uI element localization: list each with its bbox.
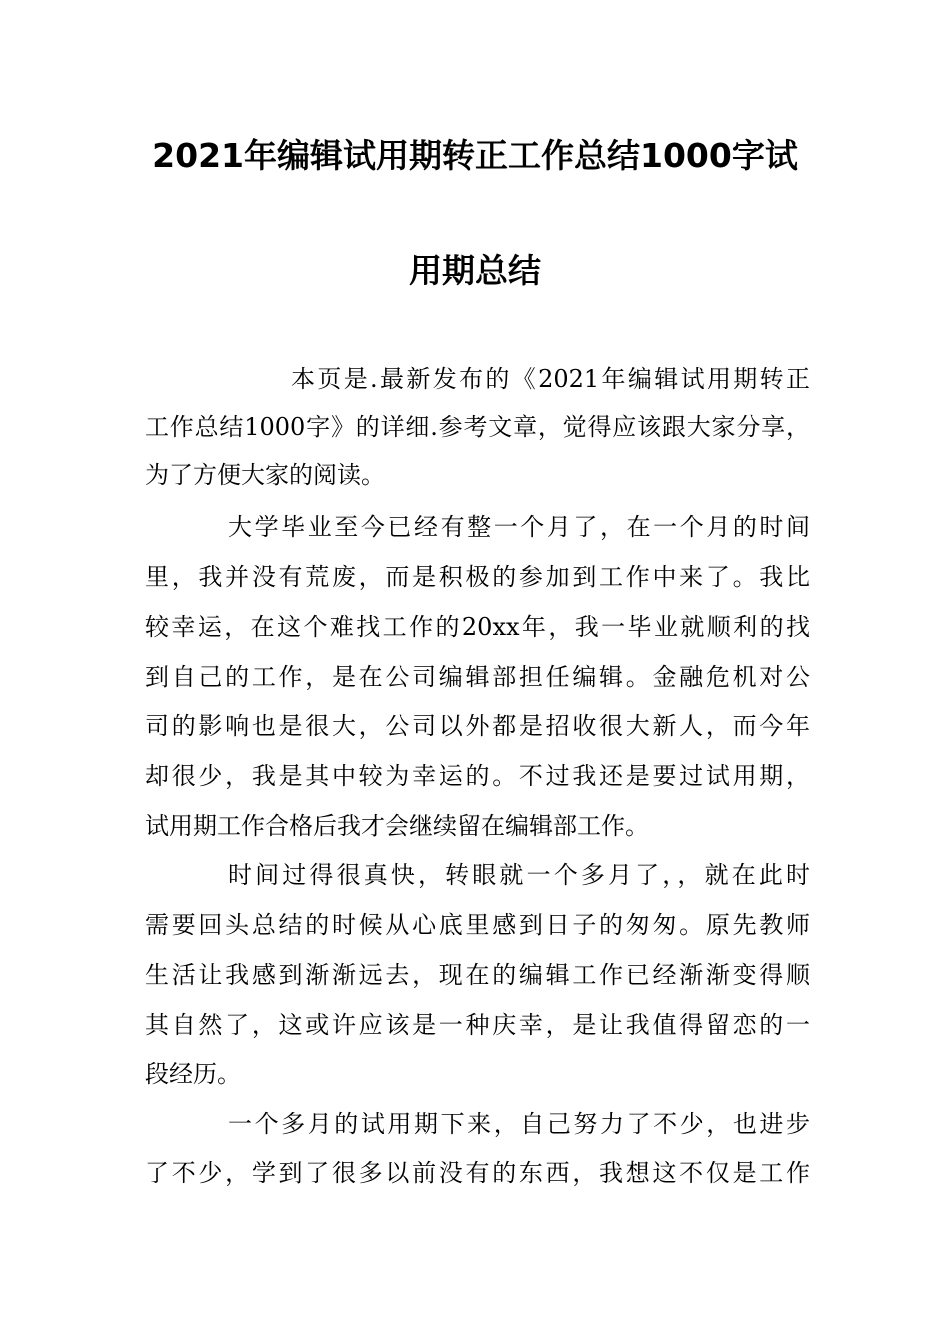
paragraph-line: 里，我并没有荒废，而是积极的参加到工作中来了。我比: [145, 563, 810, 591]
paragraph-line: 工作总结1000字》的详细.参考文章，觉得应该跟大家分享，: [145, 413, 810, 441]
paragraph-line: 试用期工作合格后我才会继续留在编辑部工作。: [145, 812, 649, 840]
paragraph-line: 大学毕业至今已经有整一个月了，在一个月的时间: [228, 513, 810, 541]
document-title-line-1: 2021年编辑试用期转正工作总结1000字试: [152, 136, 798, 175]
paragraph-line: 为了方便大家的阅读。: [145, 461, 385, 489]
paragraph-line: 了不少，学到了很多以前没有的东西，我想这不仅是工作: [145, 1159, 810, 1187]
paragraph-line: 其自然了，这或许应该是一种庆幸，是让我值得留恋的一: [145, 1011, 810, 1039]
paragraph-line: 需要回头总结的时候从心底里感到日子的匆匆。原先教师: [145, 911, 810, 939]
paragraph-line: 却很少，我是其中较为幸运的。不过我还是要过试用期，: [145, 762, 810, 790]
paragraph-line: 一个多月的试用期下来，自己努力了不少，也进步: [228, 1110, 810, 1138]
paragraph-line: 生活让我感到渐渐远去，现在的编辑工作已经渐渐变得顺: [145, 961, 810, 989]
paragraph-line: 司的影响也是很大，公司以外都是招收很大新人，而今年: [145, 712, 810, 740]
paragraph-line: 到自己的工作，是在公司编辑部担任编辑。金融危机对公: [145, 663, 810, 691]
paragraph-line: 本页是.最新发布的《2021年编辑试用期转正: [291, 365, 810, 393]
document-title-line-2: 用期总结: [409, 251, 541, 290]
paragraph-line: 段经历。: [145, 1060, 241, 1088]
paragraph-line: 较幸运，在这个难找工作的20xx年，我一毕业就顺利的找: [145, 613, 810, 641]
paragraph-line: 时间过得很真快，转眼就一个多月了，，就在此时: [228, 861, 810, 889]
